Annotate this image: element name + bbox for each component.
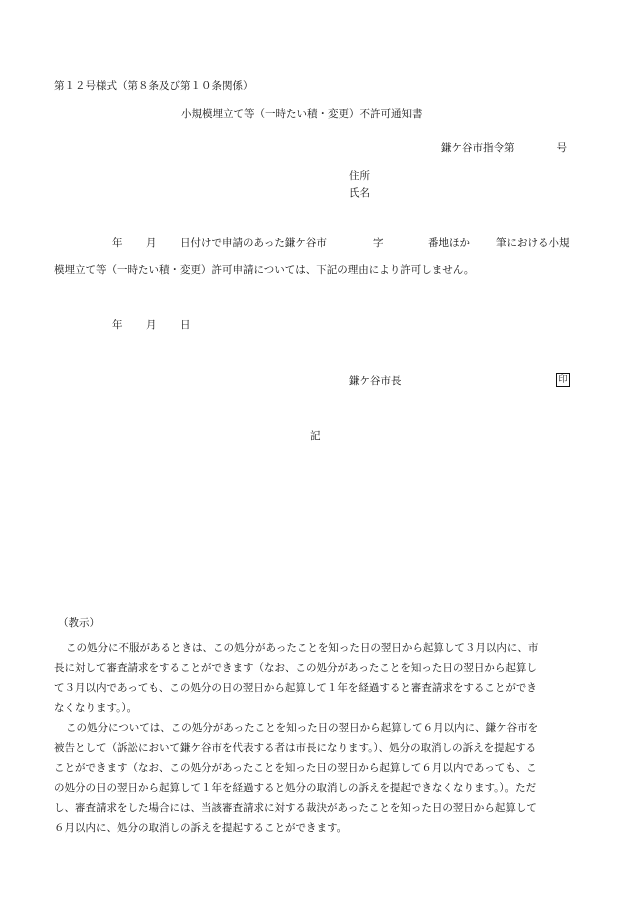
body-aza: 字 xyxy=(373,237,384,249)
notice-p2-line: 被告として（訴訟において鎌ケ谷市を代表する者は市長になります。）、処分の取消しの訴えを提起する xyxy=(54,742,537,754)
notice-p1-line: て３月以内であっても、この処分の日の翌日から起算して１年を経過すると審査請求をすることができ xyxy=(54,682,537,694)
notice-p1-line: 長に対して審査請求をすることができます（なお、この処分があったことを知った日の翌日から起算し xyxy=(54,662,537,674)
body-month: 月 xyxy=(146,237,157,249)
address-label: 住所 xyxy=(349,170,370,182)
document-title: 小規模埋立て等（一時たい積・変更）不許可通知書 xyxy=(181,108,423,120)
body-line-2: 模埋立て等（一時たい積・変更）許可申請については、下記の理由により許可しません。 xyxy=(54,264,475,276)
ki-heading: 記 xyxy=(310,430,321,442)
notice-p2-line: ６月以内に、処分の取消しの訴えを提起することができます。 xyxy=(54,822,348,834)
body-date-text: 日付けで申請のあった鎌ケ谷市 xyxy=(180,237,327,249)
body-fude: 筆における小規 xyxy=(496,237,570,249)
document-number: 鎌ケ谷市指令第 号 xyxy=(441,142,567,154)
issuer-name: 鎌ケ谷市長 xyxy=(349,375,402,387)
notice-p2-line: ことができます（なお、この処分があったことを知った日の翌日から起算して６月以内であっても、こ xyxy=(54,762,537,774)
notice-p1-line: なくなります。）。 xyxy=(54,702,138,714)
body-year: 年 xyxy=(112,237,123,249)
issue-year: 年 xyxy=(112,319,123,331)
notice-p1-line: この処分に不服があるときは、この処分があったことを知った日の翌日から起算して３月以内に、市 xyxy=(66,642,539,654)
issue-day: 日 xyxy=(180,319,191,331)
notice-p2-line: この処分については、この処分があったことを知った日の翌日から起算して６月以内に、鎌ケ谷市を xyxy=(66,722,539,734)
body-banchi: 番地ほか xyxy=(428,237,470,249)
issue-month: 月 xyxy=(146,319,157,331)
notice-heading: （教示） xyxy=(58,617,100,629)
notice-p2-line: の処分の日の翌日から起算して１年を経過すると処分の取消しの訴えを提起できなくなります。）。ただ xyxy=(54,782,537,794)
seal-mark: 印 xyxy=(556,373,570,387)
notice-p2-line: し、審査請求をした場合には、当該審査請求に対する裁決があったことを知った日の翌日から起算して xyxy=(54,802,537,814)
form-number: 第１２号様式（第８条及び第１０条関係） xyxy=(54,80,254,92)
name-label: 氏名 xyxy=(349,187,370,199)
